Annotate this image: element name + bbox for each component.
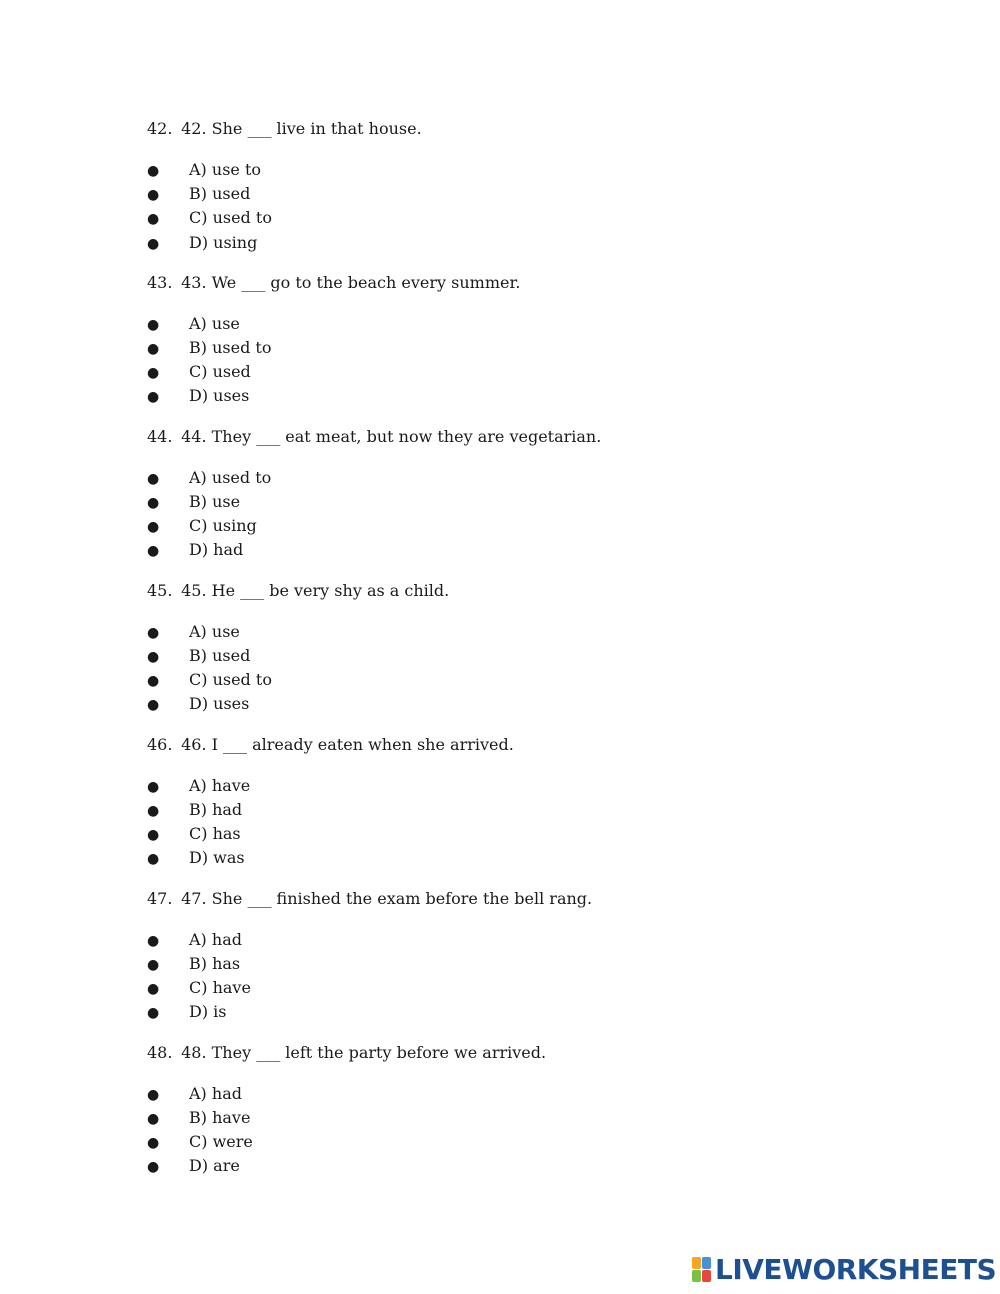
question-text: 44. They ___ eat meat, but now they are vegetarian. (181, 427, 602, 446)
bullet-icon: ● (147, 365, 160, 381)
bullet-icon: ● (147, 1135, 160, 1151)
option-42-c[interactable] (147, 208, 547, 229)
question-text: 46. I ___ already eaten when she arrived. (181, 735, 514, 754)
bullet-icon: ● (147, 471, 160, 487)
option-46-b[interactable] (147, 800, 547, 821)
option-label: D) was (189, 848, 245, 867)
bullet-icon: ● (147, 236, 160, 252)
question-48 (147, 1043, 907, 1063)
option-label: D) using (189, 233, 258, 252)
option-label: D) are (189, 1156, 240, 1175)
option-label: A) have (189, 776, 251, 795)
question-44 (147, 427, 907, 447)
option-47-d[interactable] (147, 1002, 547, 1023)
bullet-icon: ● (147, 673, 160, 689)
bullet-icon: ● (147, 933, 160, 949)
bullet-icon: ● (147, 519, 160, 535)
bullet-icon: ● (147, 1005, 160, 1021)
bullet-icon: ● (147, 779, 160, 795)
bullet-icon: ● (147, 957, 160, 973)
option-43-c[interactable] (147, 362, 547, 383)
option-47-c[interactable] (147, 978, 547, 999)
logo-mark-block (692, 1270, 701, 1282)
bullet-icon: ● (147, 543, 160, 559)
bullet-icon: ● (147, 317, 160, 333)
bullet-icon: ● (147, 803, 160, 819)
option-label: C) were (189, 1132, 253, 1151)
option-label: A) had (189, 930, 242, 949)
question-number: 46. (147, 735, 173, 754)
option-45-a[interactable] (147, 622, 547, 643)
option-label: C) used to (189, 670, 272, 689)
question-number: 48. (147, 1043, 173, 1062)
question-42 (147, 119, 907, 139)
bullet-icon: ● (147, 389, 160, 405)
option-label: C) have (189, 978, 251, 997)
question-text: 43. We ___ go to the beach every summer. (181, 273, 521, 292)
question-number: 44. (147, 427, 173, 446)
option-label: B) have (189, 1108, 251, 1127)
question-text: 42. She ___ live in that house. (181, 119, 422, 138)
option-43-b[interactable] (147, 338, 547, 359)
option-43-a[interactable] (147, 314, 547, 335)
bullet-icon: ● (147, 625, 160, 641)
option-45-b[interactable] (147, 646, 547, 667)
logo-text: LIVEWORKSHEETS (715, 1253, 997, 1286)
option-44-d[interactable] (147, 540, 547, 561)
option-44-c[interactable] (147, 516, 547, 537)
question-47 (147, 889, 907, 909)
question-43 (147, 273, 907, 293)
liveworksheets-logo[interactable] (692, 1255, 996, 1285)
option-label: B) use (189, 492, 241, 511)
option-48-b[interactable] (147, 1108, 547, 1129)
bullet-icon: ● (147, 649, 160, 665)
option-label: C) used (189, 362, 251, 381)
option-label: C) has (189, 824, 241, 843)
question-number: 43. (147, 273, 173, 292)
option-label: D) had (189, 540, 244, 559)
option-42-a[interactable] (147, 160, 547, 181)
bullet-icon: ● (147, 1111, 160, 1127)
bullet-icon: ● (147, 341, 160, 357)
option-42-d[interactable] (147, 233, 547, 254)
option-label: D) is (189, 1002, 227, 1021)
option-46-c[interactable] (147, 824, 547, 845)
option-label: A) had (189, 1084, 242, 1103)
logo-mark-block (702, 1270, 711, 1282)
bullet-icon: ● (147, 187, 160, 203)
option-label: B) has (189, 954, 241, 973)
question-number: 42. (147, 119, 173, 138)
question-46 (147, 735, 907, 755)
option-46-a[interactable] (147, 776, 547, 797)
option-label: A) use (189, 314, 240, 333)
option-label: B) used to (189, 338, 272, 357)
option-label: A) use to (189, 160, 262, 179)
option-48-c[interactable] (147, 1132, 547, 1153)
option-label: B) had (189, 800, 243, 819)
logo-mark-icon (692, 1257, 712, 1283)
option-47-a[interactable] (147, 930, 547, 951)
option-44-a[interactable] (147, 468, 547, 489)
option-label: C) used to (189, 208, 272, 227)
option-48-d[interactable] (147, 1156, 547, 1177)
bullet-icon: ● (147, 827, 160, 843)
option-42-b[interactable] (147, 184, 547, 205)
option-label: A) use (189, 622, 240, 641)
option-47-b[interactable] (147, 954, 547, 975)
logo-mark-block (692, 1257, 701, 1269)
option-46-d[interactable] (147, 848, 547, 869)
question-text: 47. She ___ finished the exam before the bell rang. (181, 889, 593, 908)
question-number: 47. (147, 889, 173, 908)
option-label: C) using (189, 516, 257, 535)
option-48-a[interactable] (147, 1084, 547, 1105)
question-text: 48. They ___ left the party before we arrived. (181, 1043, 547, 1062)
bullet-icon: ● (147, 211, 160, 227)
option-44-b[interactable] (147, 492, 547, 513)
bullet-icon: ● (147, 163, 160, 179)
bullet-icon: ● (147, 697, 160, 713)
option-label: B) used (189, 646, 251, 665)
option-label: B) used (189, 184, 251, 203)
option-label: D) uses (189, 694, 250, 713)
bullet-icon: ● (147, 1087, 160, 1103)
option-45-c[interactable] (147, 670, 547, 691)
option-45-d[interactable] (147, 694, 547, 715)
question-text: 45. He ___ be very shy as a child. (181, 581, 450, 600)
question-number: 45. (147, 581, 173, 600)
option-label: A) used to (189, 468, 272, 487)
bullet-icon: ● (147, 851, 160, 867)
question-45 (147, 581, 907, 601)
option-43-d[interactable] (147, 386, 547, 407)
bullet-icon: ● (147, 981, 160, 997)
bullet-icon: ● (147, 495, 160, 511)
bullet-icon: ● (147, 1159, 160, 1175)
option-label: D) uses (189, 386, 250, 405)
logo-mark-block (702, 1257, 711, 1269)
